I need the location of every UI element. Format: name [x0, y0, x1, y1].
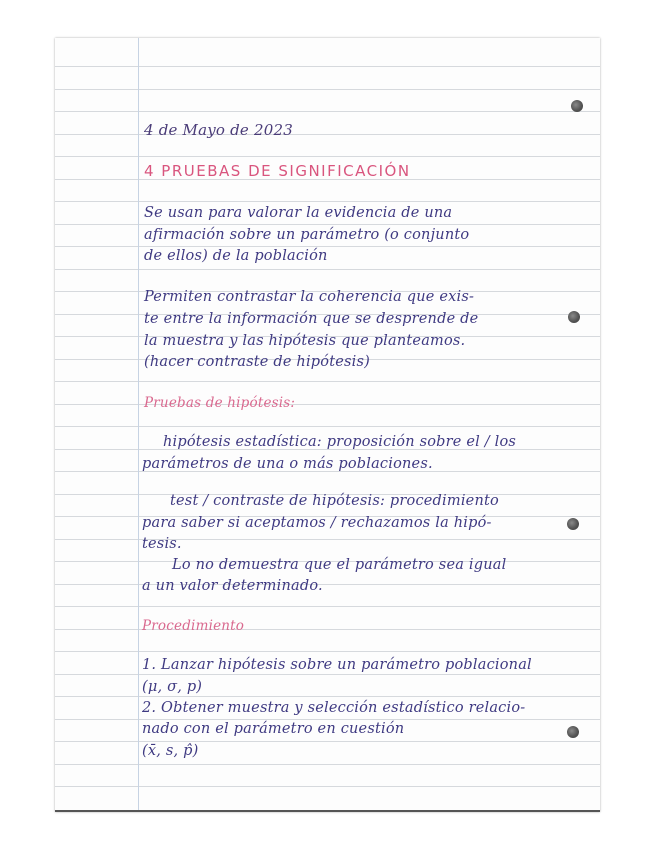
- page-date: 4 de Mayo de 2023: [144, 121, 293, 139]
- punch-hole: [567, 726, 579, 738]
- paragraph-line: test / contraste de hipótesis: procedimiento: [170, 493, 499, 509]
- paragraph-line: tesis.: [142, 536, 182, 552]
- paragraph-line: la muestra y las hipótesis que planteamos.: [144, 333, 466, 349]
- margin-line: [138, 38, 139, 810]
- paragraph-line: hipótesis estadística: proposición sobre el / los: [163, 434, 517, 450]
- procedure-step: (μ, σ, p): [142, 679, 203, 695]
- section-heading: Procedimiento: [142, 618, 245, 634]
- paragraph-line: afirmación sobre un parámetro (o conjunto: [144, 227, 470, 243]
- procedure-step: nado con el parámetro en cuestión: [142, 721, 405, 737]
- procedure-step: 1. Lanzar hipótesis sobre un parámetro poblacional: [142, 657, 532, 673]
- paragraph-line: te entre la información que se desprende de: [144, 311, 479, 327]
- paragraph-line: a un valor determinado.: [142, 578, 323, 594]
- paragraph-line: Lo no demuestra que el parámetro sea igual: [172, 557, 507, 573]
- paragraph-line: (hacer contraste de hipótesis): [144, 354, 370, 370]
- punch-hole: [571, 100, 583, 112]
- paragraph-line: Se usan para valorar la evidencia de una: [144, 205, 453, 221]
- punch-hole: [567, 518, 579, 530]
- paragraph-line: de ellos) de la población: [144, 248, 328, 264]
- procedure-step: 2. Obtener muestra y selección estadístico relacio-: [142, 700, 526, 716]
- paragraph-line: para saber si aceptamos / rechazamos la hipó-: [142, 515, 492, 531]
- procedure-step: (x̄, s, p̂): [142, 743, 199, 759]
- paragraph-line: Permiten contrastar la coherencia que exis-: [144, 289, 475, 305]
- punch-hole: [568, 311, 580, 323]
- paragraph-line: parámetros de una o más poblaciones.: [142, 456, 433, 472]
- section-heading: Pruebas de hipótesis:: [144, 395, 296, 411]
- page-title: 4 PRUEBAS DE SIGNIFICACIÓN: [144, 162, 411, 180]
- notebook-page: [55, 38, 600, 812]
